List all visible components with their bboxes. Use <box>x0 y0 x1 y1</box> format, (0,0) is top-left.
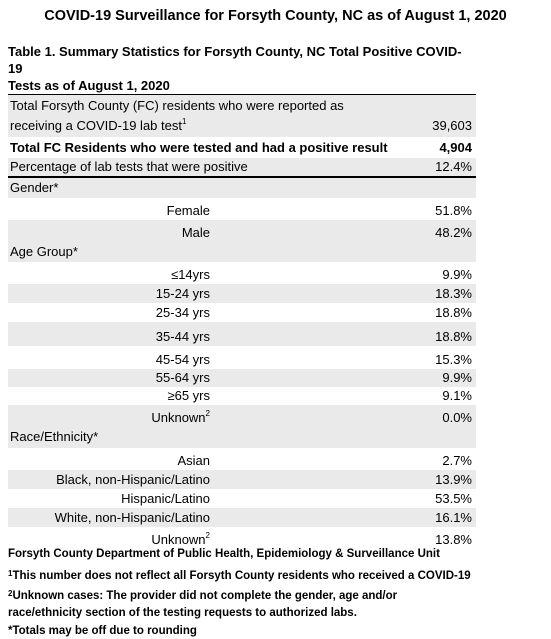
footer-source: Forsyth County Department of Public Health, Epidemiology & Surveillance Unit <box>8 548 440 560</box>
gender-header-label: Gender* <box>10 180 59 195</box>
total-positive-row <box>8 137 476 158</box>
age-group-value: 9.9% <box>442 267 472 282</box>
race-ethnicity-label: Asian <box>177 453 210 468</box>
gender-label: Female <box>166 203 210 218</box>
table-caption-line2: Tests as of August 1, 2020 <box>8 77 476 95</box>
footer-rounding-note: *Totals may be off due to rounding <box>8 625 197 637</box>
footnote-marker: 1 <box>181 117 187 126</box>
age-group-row <box>8 322 476 346</box>
total-tested-label-line1: Total Forsyth County (FC) residents who were reported as <box>10 98 344 113</box>
age-group-label: 15-24 yrs <box>155 286 210 301</box>
gender-value: 51.8% <box>435 203 472 218</box>
page-title: COVID-19 Surveillance for Forsyth County, NC as of August 1, 2020 <box>44 8 507 24</box>
age-group-label: Unknown$^2$ <box>151 409 210 425</box>
footer-note-2: $^2$Unknown cases: The provider did not complete the gender, age and/or <box>8 589 398 602</box>
footer-note-1: $^1$This number does not reflect all Forsyth County residents who received a COVID-19 <box>8 569 471 582</box>
race-ethnicity-header <box>8 427 476 448</box>
age-group-header-label: Age Group* <box>10 244 78 259</box>
age-group-label: 35-44 yrs <box>155 329 210 344</box>
percent-positive-value: 12.4% <box>435 159 472 174</box>
gender-header <box>8 178 476 198</box>
age-group-row <box>8 405 476 427</box>
age-group-value: 0.0% <box>442 410 472 425</box>
race-ethnicity-row <box>8 470 476 489</box>
gender-row <box>8 220 476 242</box>
age-group-row <box>8 303 476 322</box>
age-group-row <box>8 262 476 284</box>
age-group-row <box>8 387 476 405</box>
race-ethnicity-value: 13.9% <box>435 472 472 487</box>
race-ethnicity-row <box>8 527 476 549</box>
age-group-label: 55-64 yrs <box>155 370 210 385</box>
race-ethnicity-label: Hispanic/Latino <box>121 491 210 506</box>
race-ethnicity-label: Black, non-Hispanic/Latino <box>56 472 210 487</box>
age-group-value: 18.3% <box>435 286 472 301</box>
percent-positive-row <box>8 158 476 178</box>
race-ethnicity-row <box>8 508 476 527</box>
total-tested-label-line2: receiving a COVID-19 lab test$^1$ <box>10 117 187 133</box>
footnote-marker: 2 <box>205 531 210 540</box>
race-ethnicity-row <box>8 448 476 470</box>
gender-row <box>8 198 476 220</box>
total-tested-row <box>8 95 476 137</box>
race-ethnicity-header-label: Race/Ethnicity* <box>10 429 99 444</box>
age-group-value: 18.8% <box>435 305 472 320</box>
race-ethnicity-label: Unknown$^2$ <box>151 531 210 547</box>
summary-table <box>8 43 476 549</box>
race-ethnicity-value: 53.5% <box>435 491 472 506</box>
age-group-header <box>8 242 476 262</box>
gender-label: Male <box>181 225 210 240</box>
race-ethnicity-row <box>8 489 476 508</box>
race-ethnicity-label: White, non-Hispanic/Latino <box>54 510 210 525</box>
age-group-label: ≤14yrs <box>171 267 210 282</box>
total-positive-label: Total FC Residents who were tested and had a positive result <box>10 140 388 155</box>
race-ethnicity-value: 2.7% <box>442 453 472 468</box>
age-group-label: 25-34 yrs <box>155 305 210 320</box>
table-caption-line1: Table 1. Summary Statistics for Forsyth County, NC Total Positive COVID-19 <box>8 44 462 76</box>
total-positive-value: 4,904 <box>439 140 472 155</box>
age-group-label: 45-54 yrs <box>155 352 210 367</box>
total-tested-value: 39,603 <box>432 118 472 133</box>
race-ethnicity-value: 16.1% <box>435 510 472 525</box>
age-group-value: 9.9% <box>442 370 472 385</box>
age-group-row <box>8 346 476 369</box>
age-group-row <box>8 369 476 387</box>
race-ethnicity-value: 13.8% <box>435 532 472 547</box>
footnote-marker: 2 <box>205 409 210 418</box>
percent-positive-label: Percentage of lab tests that were positive <box>10 159 248 174</box>
age-group-value: 18.8% <box>435 329 472 344</box>
footer-note-2-cont: race/ethnicity section of the testing requests to authorized labs. <box>8 607 357 619</box>
age-group-label: ≥65 yrs <box>167 388 210 403</box>
age-group-value: 15.3% <box>435 352 472 367</box>
gender-value: 48.2% <box>435 225 472 240</box>
age-group-value: 9.1% <box>442 388 472 403</box>
age-group-row <box>8 284 476 303</box>
